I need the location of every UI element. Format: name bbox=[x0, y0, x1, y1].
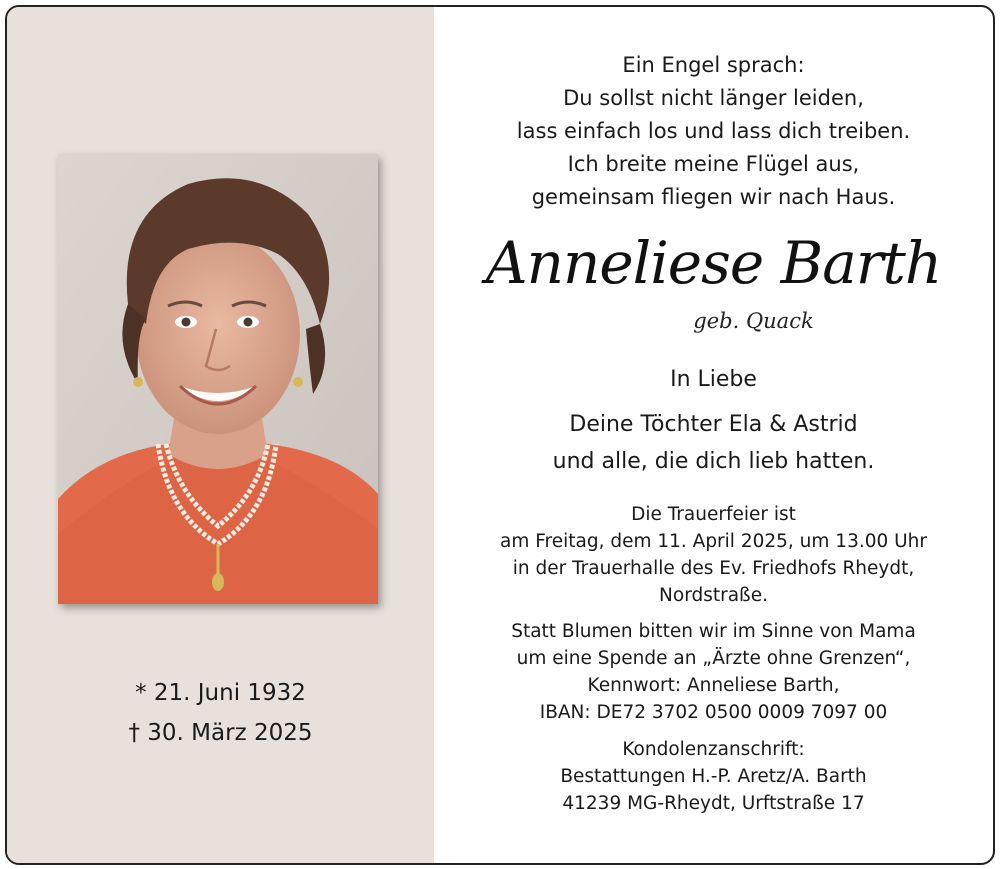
condolence-line: Kondolenzanschrift: bbox=[622, 739, 805, 760]
portrait-photo bbox=[58, 154, 378, 604]
maiden-name: geb. Quack bbox=[693, 309, 814, 333]
condolence-line: Bestattungen H.-P. Aretz/A. Barth bbox=[560, 766, 867, 787]
mourners-line: und alle, die dich lieb hatten. bbox=[552, 449, 875, 474]
birth-date: * 21. Juni 1932 bbox=[135, 680, 306, 706]
poem-line: gemeinsam fliegen wir nach Haus. bbox=[531, 185, 896, 209]
poem-line: lass einfach los und lass dich treiben. bbox=[516, 119, 911, 143]
funeral-line: am Freitag, dem 11. April 2025, um 13.00 Uhr bbox=[499, 531, 928, 552]
right-panel bbox=[434, 7, 993, 863]
poem-line: Du sollst nicht länger leiden, bbox=[563, 86, 864, 110]
in-love-label: In Liebe bbox=[670, 367, 757, 392]
donation-line: Kennwort: Anneliese Barth, bbox=[587, 675, 840, 696]
poem-line: Ich breite meine Flügel aus, bbox=[567, 152, 860, 176]
left-panel bbox=[7, 7, 434, 863]
funeral-line: Die Trauerfeier ist bbox=[631, 504, 796, 525]
donation-line: IBAN: DE72 3702 0500 0009 7097 00 bbox=[539, 702, 888, 723]
deceased-name: Anneliese Barth bbox=[485, 229, 942, 297]
obituary-card bbox=[5, 5, 995, 865]
funeral-line: in der Trauerhalle des Ev. Friedhofs Rheydt, bbox=[512, 558, 915, 579]
death-date: † 30. März 2025 bbox=[128, 720, 313, 746]
donation-line: Statt Blumen bitten wir im Sinne von Mama bbox=[511, 621, 916, 642]
funeral-line: Nordstraße. bbox=[659, 585, 768, 606]
donation-line: um eine Spende an „Ärzte ohne Grenzen“, bbox=[516, 648, 911, 669]
mourners-line: Deine Töchter Ela & Astrid bbox=[569, 412, 858, 437]
poem-line: Ein Engel sprach: bbox=[622, 53, 805, 77]
condolence-line: 41239 MG-Rheydt, Urftstraße 17 bbox=[562, 793, 865, 814]
